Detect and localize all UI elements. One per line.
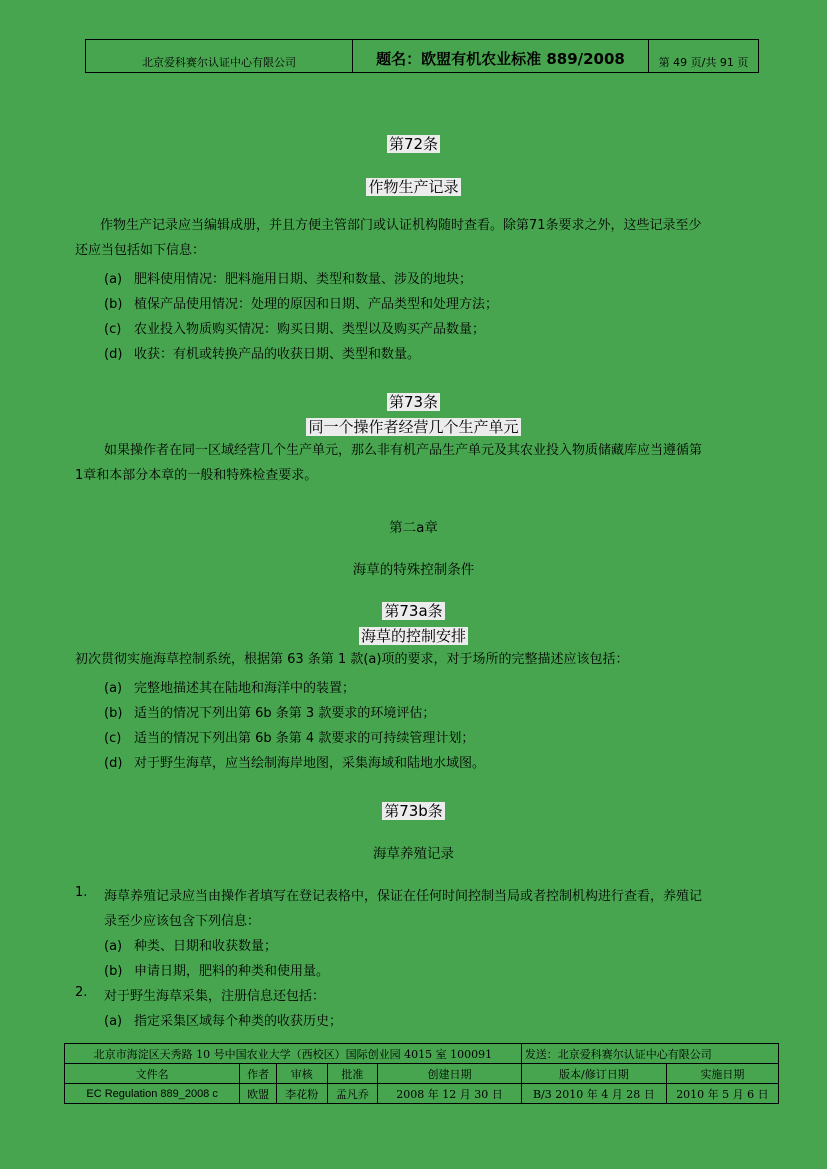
list-item: (b) 申请日期，肥料的种类和使用量。 — [104, 964, 330, 979]
list-item: (a) 完整地描述其在陆地和海洋中的装置； — [104, 681, 356, 696]
footer-header-cell: 创建日期 — [378, 1064, 522, 1084]
footer-header-cell: 作者 — [240, 1064, 277, 1084]
article-73-subheading: 同一个操作者经营几个生产单元 — [308, 418, 519, 436]
footer-header-cell: 审核 — [276, 1064, 327, 1084]
header-page-number: 第 49 页/共 91 页 — [658, 56, 749, 69]
numbered-item-1-line1: 海草养殖记录应当由操作者填写在登记表格中，保证在任何时间控制当局或者控制机构进行查看，养殖记 — [104, 889, 703, 904]
footer-value-cell: 欧盟 — [240, 1084, 277, 1104]
list-item: (c) 适当的情况下列出第 6b 条第 4 款要求的可持续管理计划； — [104, 731, 475, 746]
header-title: 题名：欧盟有机农业标准 889/2008 — [353, 40, 649, 72]
page-header — [85, 39, 759, 73]
list-item: (a) 肥料使用情况：肥料施用日期、类型和数量、涉及的地块； — [104, 272, 473, 287]
footer-address: 北京市海淀区天秀路 10 号中国农业大学（西校区）国际创业园 4015 室 100091 — [65, 1044, 522, 1064]
list-item: (b) 适当的情况下列出第 6b 条第 3 款要求的环境评估； — [104, 706, 436, 721]
footer-header-cell: 版本/修订日期 — [521, 1064, 666, 1084]
numbered-marker: 1. — [75, 885, 88, 900]
article-73a-paragraph: 初次贯彻实施海草控制系统，根据第 63 条第 1 款(a)项的要求，对于场所的完整描述应该包括： — [75, 652, 629, 667]
list-item: (c) 农业投入物质购买情况：购买日期、类型以及购买产品数量； — [104, 322, 486, 337]
list-item: (a) 种类、日期和收获数量； — [104, 939, 278, 954]
article-73b-heading: 第73b条 — [384, 802, 443, 820]
article-73a-heading: 第73a条 — [384, 602, 443, 620]
article-73-paragraph-line1: 如果操作者在同一区域经营几个生产单元，那么非有机产品生产单元及其农业投入物质储藏库应当遵循第 — [104, 443, 703, 458]
article-72-paragraph-line2: 还应当包括如下信息： — [75, 243, 206, 258]
article-72-paragraph-line1: 作物生产记录应当编辑成册，并且方便主管部门或认证机构随时查看。除第71条要求之外，这些记录至少 — [100, 218, 702, 233]
footer-sender: 发送：北京爱科赛尔认证中心有限公司 — [521, 1044, 778, 1064]
list-item: (b) 植保产品使用情况：处理的原因和日期、产品类型和处理方法； — [104, 297, 499, 312]
footer-header-cell: 实施日期 — [666, 1064, 778, 1084]
footer-value-cell: 2008 年 12 月 30 日 — [378, 1084, 522, 1104]
footer-value-cell: B/3 2010 年 4 月 28 日 — [521, 1084, 666, 1104]
list-item: (a) 指定采集区域每个种类的收获历史； — [104, 1014, 343, 1029]
article-72-heading: 第72条 — [388, 135, 439, 153]
article-72-subheading: 作物生产记录 — [368, 178, 459, 196]
footer-value-cell: EC Regulation 889_2008 c — [65, 1084, 240, 1104]
list-item: (d) 对于野生海草，应当绘制海岸地图，采集海域和陆地水域图。 — [104, 756, 486, 771]
document-control-table — [64, 1043, 779, 1104]
article-73-heading: 第73条 — [388, 393, 439, 411]
article-73-paragraph-line2: 1章和本部分本章的一般和特殊检查要求。 — [75, 468, 318, 483]
footer-value-cell: 李花粉 — [276, 1084, 327, 1104]
footer-value-cell: 孟凡乔 — [327, 1084, 378, 1104]
footer-header-cell: 文件名 — [65, 1064, 240, 1084]
numbered-item-1-line2: 录至少应该包含下列信息： — [104, 914, 261, 929]
header-company: 北京爱科赛尔认证中心有限公司 — [86, 40, 353, 72]
chapter-subheading: 海草的特殊控制条件 — [352, 562, 475, 578]
footer-header-cell: 批准 — [327, 1064, 378, 1084]
numbered-marker: 2. — [75, 985, 88, 1000]
numbered-item-2: 对于野生海草采集，注册信息还包括： — [104, 989, 326, 1004]
footer-value-cell: 2010 年 5 月 6 日 — [666, 1084, 778, 1104]
list-item: (d) 收获：有机或转换产品的收获日期、类型和数量。 — [104, 347, 421, 362]
chapter-heading: 第二a章 — [389, 520, 438, 536]
article-73b-subheading: 海草养殖记录 — [373, 846, 454, 862]
article-73a-subheading: 海草的控制安排 — [360, 627, 466, 645]
